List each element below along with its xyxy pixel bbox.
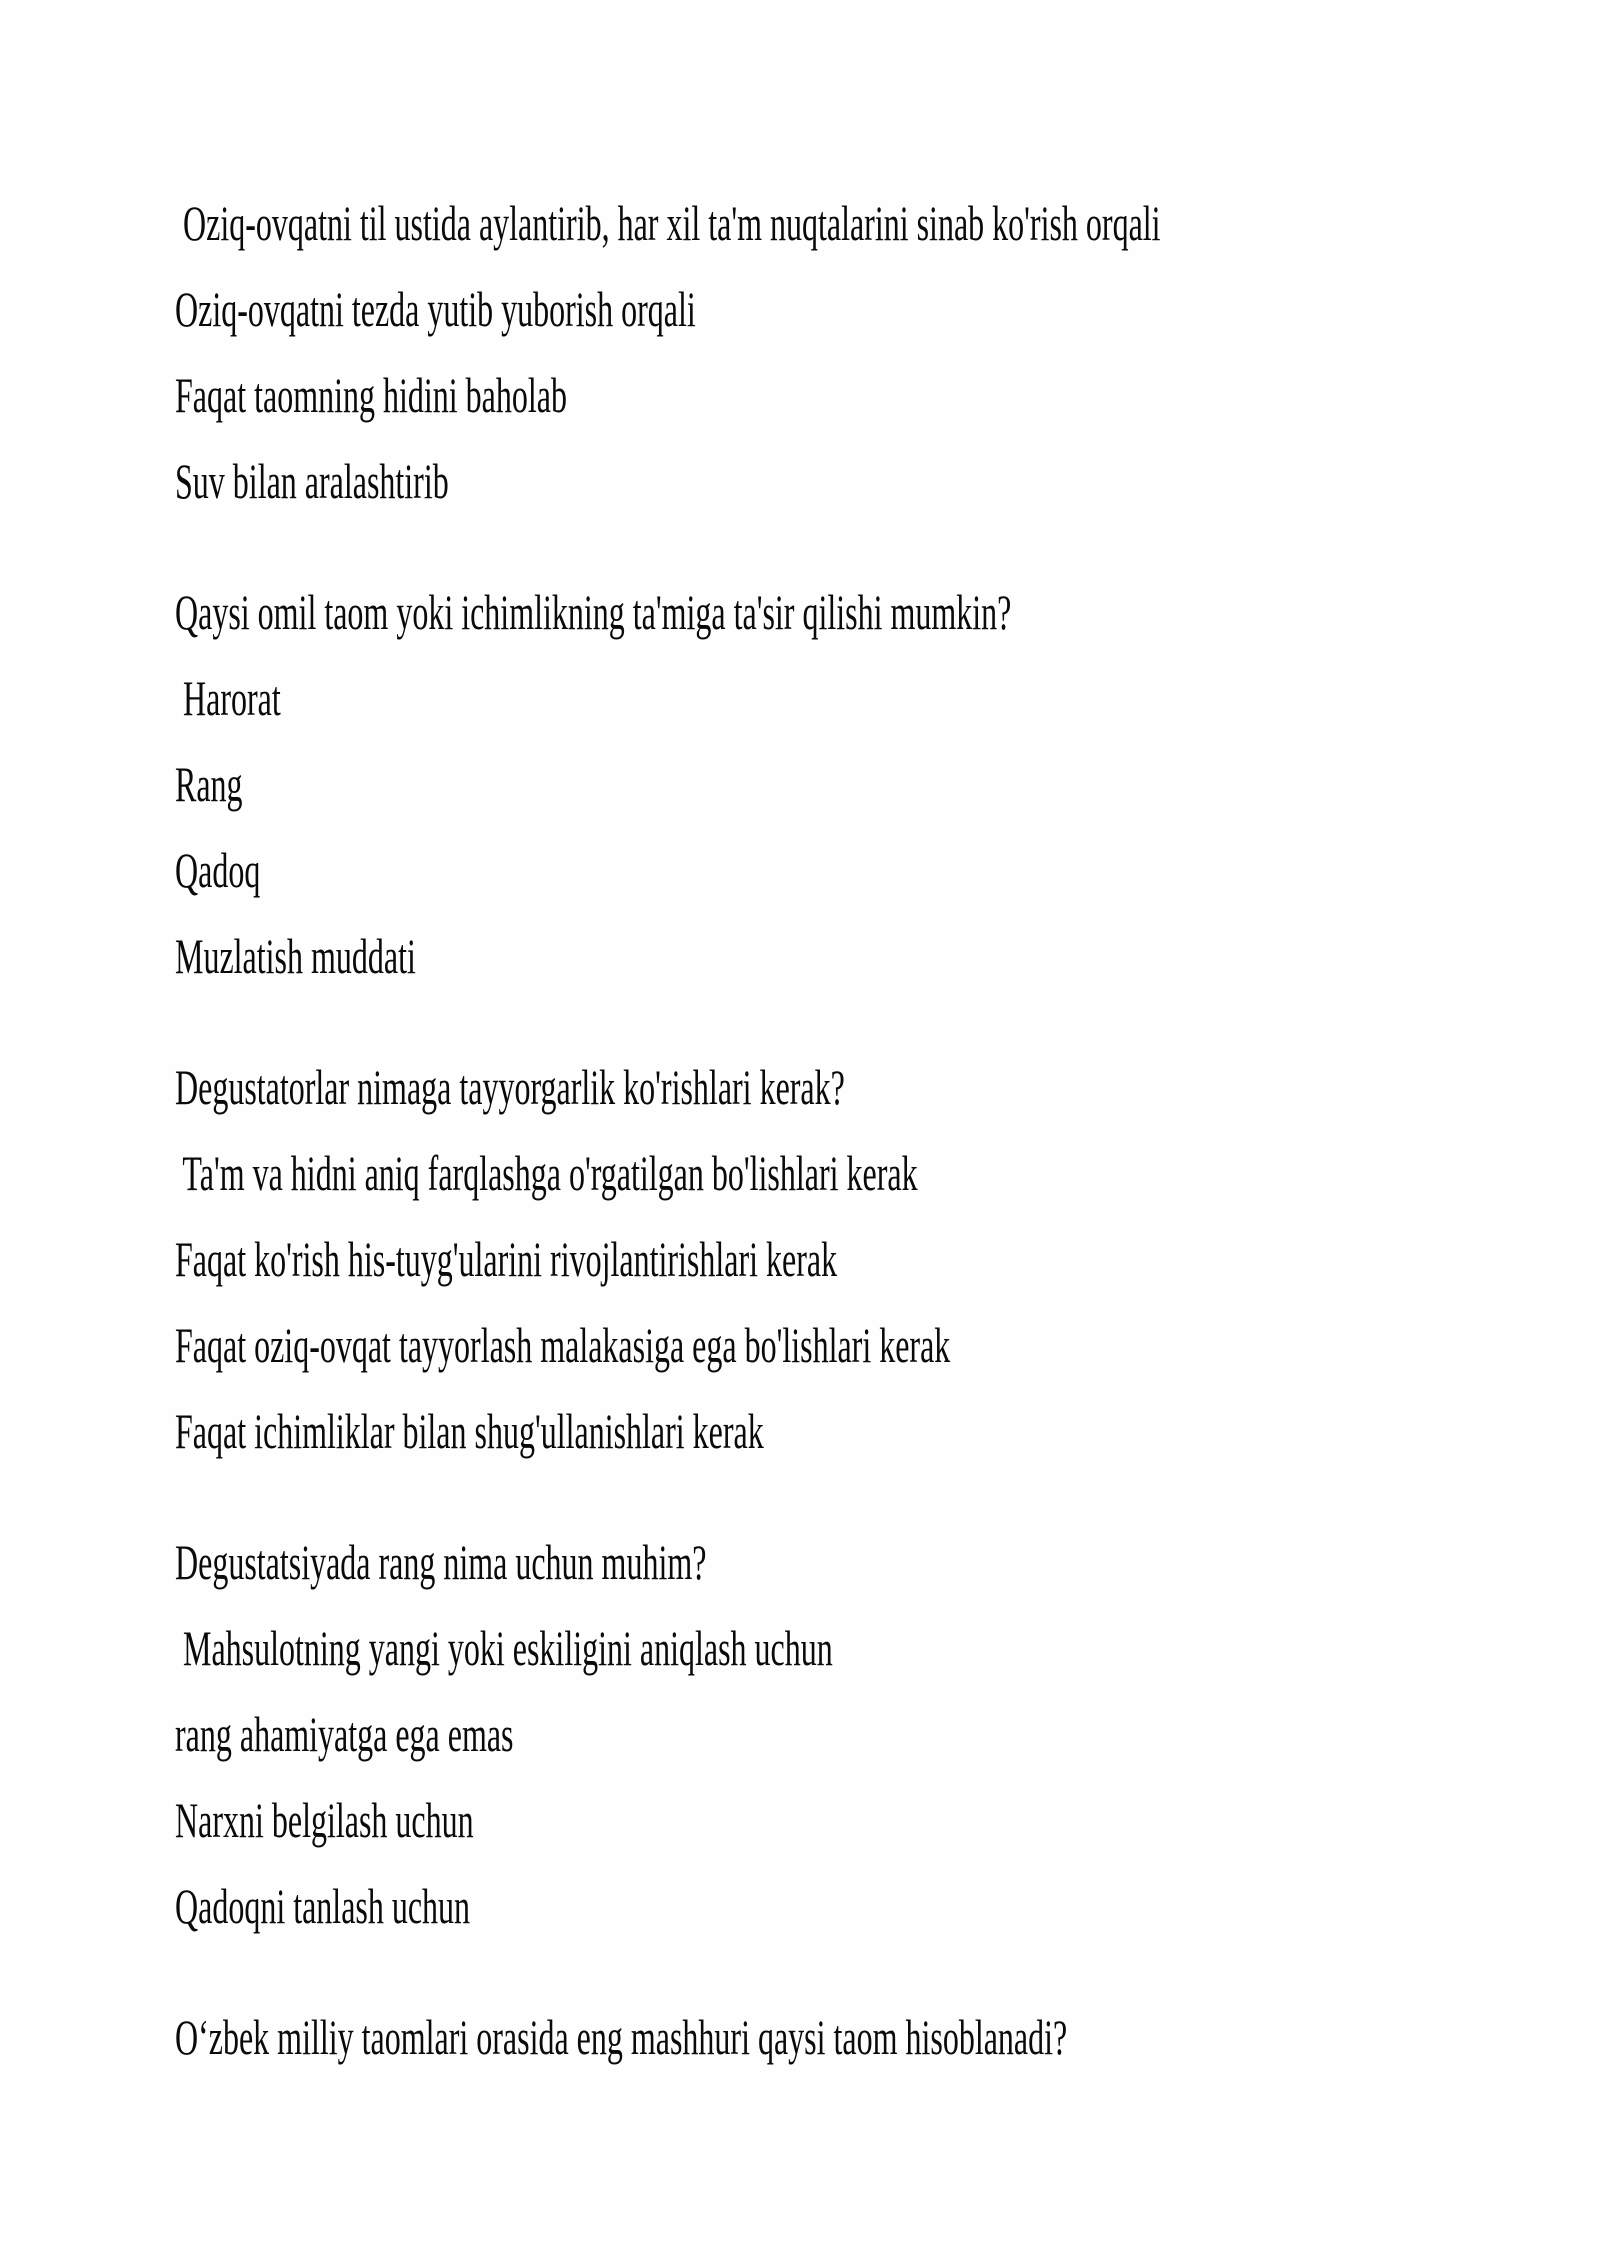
paragraph-block xyxy=(175,1044,1600,1474)
option-line: Oziq-ovqatni til ustida aylantirib, har xil ta'm nuqtalarini sinab ko'rish orqali xyxy=(175,195,1161,251)
option-line: Suv bilan aralashtirib xyxy=(175,453,449,509)
option-line: Muzlatish muddati xyxy=(175,928,416,984)
option-line: Faqat taomning hidini baholab xyxy=(175,367,567,423)
option-line: Oziq-ovqatni tezda yutib yuborish orqali xyxy=(175,281,696,337)
question-line: Degustatorlar nimaga tayyorgarlik ko'rishlari kerak? xyxy=(175,1059,845,1115)
option-line: rang ahamiyatga ega emas xyxy=(175,1706,514,1762)
option-line: Ta'm va hidni aniq farqlashga o'rgatilgan bo'lishlari kerak xyxy=(175,1145,918,1201)
paragraph-block xyxy=(175,180,1600,524)
option-line: Mahsulotning yangi yoki eskiligini aniqlash uchun xyxy=(175,1620,833,1676)
option-line: Narxni belgilash uchun xyxy=(175,1792,474,1848)
option-line: Faqat oziq-ovqat tayyorlash malakasiga ega bo'lishlari kerak xyxy=(175,1317,951,1373)
option-line: Qadoq xyxy=(175,842,261,898)
paragraph-block xyxy=(175,1519,1600,1949)
option-line: Faqat ko'rish his-tuyg'ularini rivojlantirishlari kerak xyxy=(175,1231,838,1287)
question-line: Qaysi omil taom yoki ichimlikning ta'miga ta'sir qilishi mumkin? xyxy=(175,584,1012,640)
option-line: Faqat ichimliklar bilan shug'ullanishlari kerak xyxy=(175,1403,764,1459)
option-line: Qadoqni tanlash uchun xyxy=(175,1878,471,1934)
option-line: Rang xyxy=(175,756,243,812)
paragraph-block xyxy=(175,569,1600,999)
option-line: Harorat xyxy=(175,670,281,726)
question-line: Degustatsiyada rang nima uchun muhim? xyxy=(175,1534,707,1590)
question-line: O‘zbek milliy taomlari orasida eng mashhuri qaysi taom hisoblanadi? xyxy=(175,2009,1068,2065)
question-blocks xyxy=(175,180,1600,2080)
paragraph-block xyxy=(175,1994,1600,2080)
